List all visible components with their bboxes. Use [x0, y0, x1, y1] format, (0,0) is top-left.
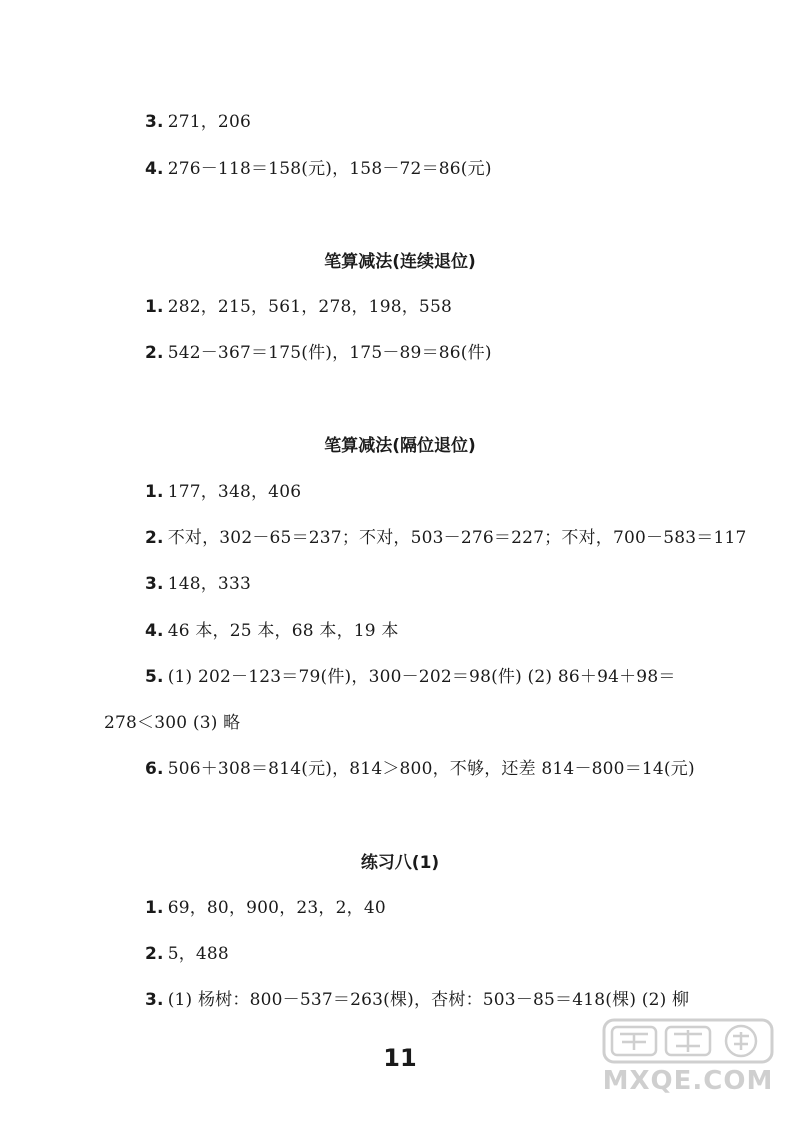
- item-text: 282，215，561，278，198，558: [167, 297, 452, 317]
- answer-line: [145, 620, 399, 642]
- item-number: 2.: [145, 528, 164, 548]
- item-number: 5.: [145, 667, 164, 687]
- section-heading: 练习八(1): [360, 853, 440, 873]
- answer-line: [145, 342, 492, 364]
- section-heading: 笔算减法(连续退位): [324, 252, 476, 272]
- item-number: 1.: [145, 898, 164, 918]
- item-number: 2.: [145, 944, 164, 964]
- item-number: 4.: [145, 159, 164, 179]
- item-text: 278＜300 (3) 略: [104, 713, 241, 733]
- section-heading: 笔算减法(隔位退位): [324, 436, 476, 456]
- answer-line: [145, 758, 695, 780]
- page-number: 11: [383, 1044, 417, 1072]
- item-text: 177，348，406: [167, 482, 302, 502]
- answer-line: [145, 897, 386, 919]
- item-text: 148，333: [167, 574, 251, 594]
- item-text: 506＋308＝814(元)，814＞800，不够，还差 814－800＝14(元): [167, 759, 695, 779]
- answer-line: [145, 527, 747, 549]
- answer-line: [145, 666, 676, 688]
- answer-line: [145, 989, 689, 1011]
- item-number: 1.: [145, 482, 164, 502]
- watermark-logo: [598, 1016, 778, 1096]
- answer-line: [145, 158, 492, 180]
- item-text: 276－118＝158(元)，158－72＝86(元): [167, 159, 492, 179]
- watermark-text: MXQE.COM: [602, 1066, 774, 1096]
- answer-line: [145, 573, 251, 595]
- item-text: (1) 202－123＝79(件)，300－202＝98(件) (2) 86＋94＋98＝: [167, 667, 676, 687]
- item-number: 3.: [145, 990, 164, 1010]
- item-number: 4.: [145, 621, 164, 641]
- answer-line: [145, 481, 301, 503]
- answer-line: [145, 943, 229, 965]
- item-text: (1) 杨树：800－537＝263(棵)，杏树：503－85＝418(棵) (2) 柳: [167, 990, 690, 1010]
- item-text: 不对，302－65＝237；不对，503－276＝227；不对，700－583＝117: [167, 528, 747, 548]
- item-text: 271，206: [167, 112, 251, 132]
- item-number: 6.: [145, 759, 164, 779]
- answer-line: [145, 296, 452, 318]
- item-text: 46 本，25 本，68 本，19 本: [167, 621, 399, 641]
- answer-line-continuation: [104, 712, 240, 734]
- watermark-seal-icon: [598, 1016, 778, 1066]
- item-number: 3.: [145, 574, 164, 594]
- item-text: 5，488: [167, 944, 229, 964]
- answer-line: [145, 111, 251, 133]
- item-number: 2.: [145, 343, 164, 363]
- item-text: 542－367＝175(件)，175－89＝86(件): [167, 343, 492, 363]
- item-number: 3.: [145, 112, 164, 132]
- item-text: 69，80，900，23，2，40: [167, 898, 386, 918]
- item-number: 1.: [145, 297, 164, 317]
